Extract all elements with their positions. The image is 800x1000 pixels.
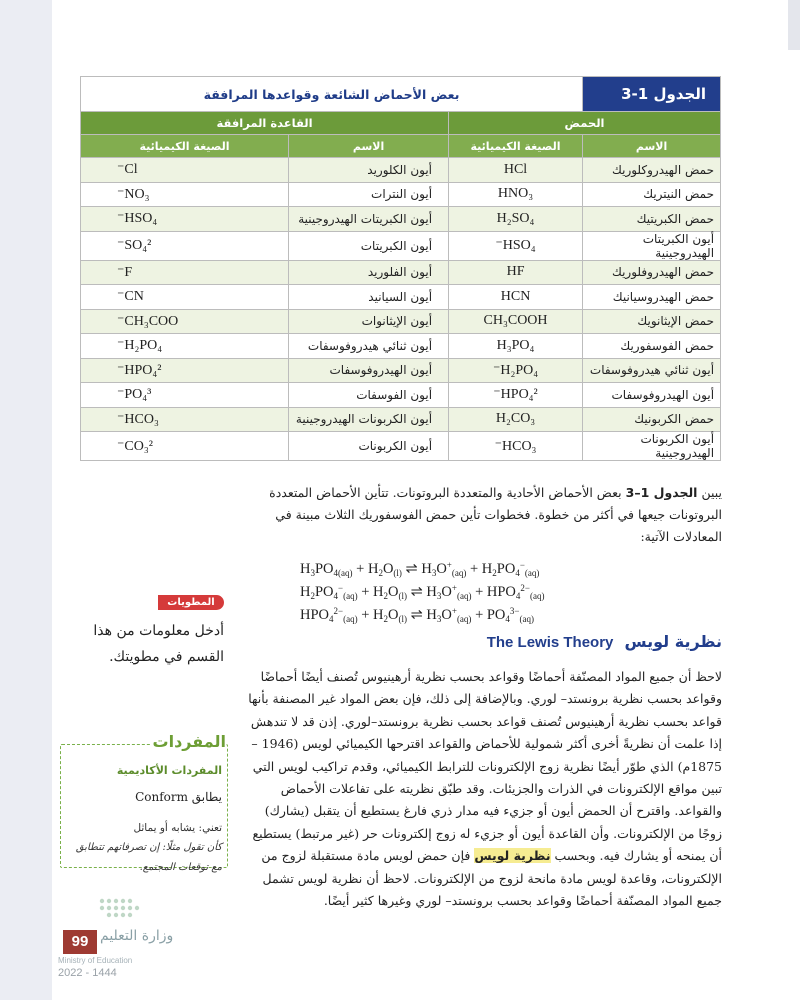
table-row	[81, 358, 721, 383]
col-header-base-name: الاسم	[289, 135, 449, 158]
equilibrium-arrow: ⇌	[410, 607, 423, 623]
table-row	[81, 182, 721, 207]
acid-name-cell: حمض الهيدروكلوريك	[583, 158, 721, 183]
col-header-acid-name: الاسم	[583, 135, 721, 158]
base-formula-cell: CO₃²⁻	[81, 432, 289, 461]
base-name-cell: أيون الإيثانوات	[289, 309, 449, 334]
equilibrium-arrow: ⇌	[405, 561, 418, 577]
base-formula-cell: NO₃⁻	[81, 182, 289, 207]
base-formula-cell: F⁻	[81, 260, 289, 285]
vocabulary-definition	[64, 818, 222, 878]
base-name-cell: أيون السيانيد	[289, 285, 449, 310]
lewis-text-after: فإن حمض لويس مادة مستقبلة لزوج من الإلكترونات، وقاعدة لويس مادة مانحة لزوج من الإلكترونات. لاحظ أن نظرية لويس تشمل جميع المواد المصنّفة أحماضًا وقواعد بحسب برونستد– لوري وغيرها كثير أيضًا.	[261, 848, 722, 909]
acid-name-cell: حمض الفوسفوريك	[583, 334, 721, 359]
table-title: بعض الأحماض الشائعة وقواعدها المرافقة	[81, 77, 583, 112]
table-reference: الجدول 1–3	[625, 485, 698, 500]
definition-text: تعني: يشابه أو يماثل	[133, 822, 222, 834]
ministry-name-en: Ministry of Education	[58, 956, 133, 965]
acids-bases-table	[80, 76, 721, 461]
acid-name-cell: حمض الهيدروسيانيك	[583, 285, 721, 310]
base-name-cell: أيون الفوسفات	[289, 383, 449, 408]
edition-year: 2022 - 1444	[58, 967, 117, 979]
ministry-logo-icon	[94, 895, 144, 929]
base-name-cell: أيون الفلوريد	[289, 260, 449, 285]
base-name-cell: أيون الكبريتات	[289, 231, 449, 260]
acid-formula-cell: HNO₃	[449, 182, 583, 207]
intro-text: بعض الأحماض الأحادية والمتعددة البروتونات. تتأين الأحماض المتعددة البروتونات جيعها في أكثر من خطوة. فخطوات تأين حمض الفوسفوريك الثلاث مبينة في المعادلات الآتية:	[269, 485, 722, 544]
col-header-acid-formula: الصيغة الكيميائية	[449, 135, 583, 158]
acid-formula-cell: H₃PO₄	[449, 334, 583, 359]
lewis-text-before: لاحظ أن جميع المواد المصنّفة أحماضًا وقواعد بحسب نظرية أرهينيوس تُصنف أيضًا أحماضًا وقواعد بحسب نظرية برونستد– لوري. وبالإضافة إلى ذلك، فإن بعض المواد غير المصنفة بأنها قواعد بحسب نظرية أرهينيوس تُصنف قواعد بحسب نظرية برونستد–لوري. إذن قد لا تندهش إذا علمت أن نظريةً أخرى أكثر شمولية للأحماض والقواعد اقترحها الكيميائي لويس (1946 – 1875م) الذي طوّر أيضًا نظرية زوج الإلكترونات للترابط الكيميائي، وقدم تراكيب لويس التي تبين مواقع الإلكترونات في الذرات والجزيئات. وقد طبّق نظريته على تفاعلات الأحماض والقواعد. واقترح أن الحمض أيون أو جزيء فيه مدار ذري فارغ يستطيع أن يتقبل (يشارك) زوجًا من الإلكترونات. وأن القاعدة أيون أو جزيء له زوج إلكترونات حر (غير مرتبط) يستطيع أن يمنحه أو يشارك فيه. وبحسب	[248, 669, 722, 864]
acid-formula-cell: CH₃COOH	[449, 309, 583, 334]
section-heading	[460, 632, 722, 658]
acid-formula-cell: HSO₄⁻	[449, 231, 583, 260]
table-row	[81, 383, 721, 408]
group-header-base: القاعدة المرافقة	[81, 112, 449, 135]
col-header-base-formula: الصيغة الكيميائية	[81, 135, 289, 158]
acid-name-cell: حمض الهيدروفلوريك	[583, 260, 721, 285]
section-heading-ar: نظرية لويس	[624, 632, 722, 651]
acid-formula-cell: H₂SO₄	[449, 207, 583, 232]
page-number: 99	[63, 930, 97, 954]
lewis-paragraph	[238, 666, 722, 912]
equilibrium-arrow: ⇌	[410, 584, 423, 600]
acid-name-cell: حمض الكبريتيك	[583, 207, 721, 232]
table-row	[81, 407, 721, 432]
example-text: كأن تقول مثلًا: إن تصرفاتهم تتطابق مع توقعات المجتمع.	[75, 842, 222, 873]
table-row	[81, 158, 721, 183]
margin-strip	[0, 0, 52, 1000]
base-formula-cell: CH₃COO⁻	[81, 309, 289, 334]
acid-formula-cell: H₂PO₄⁻	[449, 358, 583, 383]
base-name-cell: أيون النترات	[289, 182, 449, 207]
table-row	[81, 285, 721, 310]
table-body	[81, 158, 721, 461]
vocabulary-subtitle: المفردات الأكاديمية	[116, 764, 222, 777]
base-name-cell: أيون الكربونات الهيدروجينية	[289, 407, 449, 432]
vocabulary-term: يطابق Conform	[135, 790, 222, 804]
acid-name-cell: أيون الهيدروفوسفات	[583, 383, 721, 408]
acid-name-cell: حمض الكربونيك	[583, 407, 721, 432]
highlighted-term: نظرية لويس	[474, 848, 551, 864]
table-row	[81, 432, 721, 461]
table-row	[81, 260, 721, 285]
base-name-cell: أيون ثنائي هيدروفوسفات	[289, 334, 449, 359]
acid-name-cell: أيون الكبريتات الهيدروجينية	[583, 231, 721, 260]
base-formula-cell: HCO₃⁻	[81, 407, 289, 432]
base-formula-cell: HSO₄⁻	[81, 207, 289, 232]
base-formula-cell: Cl⁻	[81, 158, 289, 183]
equation-3: $HPO_4^{2-}_{(aq)} + H_2O_{(l)}$ ⇌ $H_3O^+_{(aq)} + PO_4^{3-}_{(aq)}$	[300, 606, 534, 624]
base-formula-cell: H₂PO₄⁻	[81, 334, 289, 359]
base-name-cell: أيون الكبريتات الهيدروجينية	[289, 207, 449, 232]
base-formula-cell: PO₄³⁻	[81, 383, 289, 408]
table-row	[81, 309, 721, 334]
top-edge-mark	[788, 0, 800, 50]
acid-formula-cell: H₂CO₃	[449, 407, 583, 432]
base-name-cell: أيون الهيدروفوسفات	[289, 358, 449, 383]
acid-name-cell: حمض الإيثانويك	[583, 309, 721, 334]
equation-2: $H_2PO_4^-_{(aq)} + H_2O_{(l)}$ ⇌ $H_3O^+_{(aq)} + HPO_4^{2-}_{(aq)}$	[300, 583, 545, 601]
vocabulary-title: المفردات	[150, 732, 226, 751]
section-heading-en: The Lewis Theory	[486, 634, 614, 651]
base-formula-cell: CN⁻	[81, 285, 289, 310]
acid-formula-cell: HPO₄²⁻	[449, 383, 583, 408]
table-row	[81, 231, 721, 260]
table-number: الجدول 1-3	[583, 77, 721, 112]
base-name-cell: أيون الكلوريد	[289, 158, 449, 183]
intro-lead: يبين	[701, 485, 722, 500]
base-formula-cell: SO₄²⁻	[81, 231, 289, 260]
acid-formula-cell: HCl	[449, 158, 583, 183]
intro-paragraph	[238, 482, 722, 548]
base-name-cell: أيون الكربونات	[289, 432, 449, 461]
foldables-text: أدخل معلومات من هذا القسم في مطويتك.	[93, 623, 224, 665]
acid-formula-cell: HCN	[449, 285, 583, 310]
equation-1: $H_3PO_{4(aq)} + H_2O_{(l)}$ ⇌ $H_3O^+_{(aq)} + H_2PO_4^-_{(aq)}$	[300, 560, 540, 578]
base-formula-cell: HPO₄²⁻	[81, 358, 289, 383]
acid-name-cell: أيون الكربونات الهيدروجينية	[583, 432, 721, 461]
table-row	[81, 207, 721, 232]
acid-name-cell: حمض النيتريك	[583, 182, 721, 207]
table-row	[81, 334, 721, 359]
acid-formula-cell: HCO₃⁻	[449, 432, 583, 461]
acid-name-cell: أيون ثنائي هيدروفوسفات	[583, 358, 721, 383]
group-header-acid: الحمض	[449, 112, 721, 135]
equations-block	[300, 554, 630, 623]
foldables-tag: المطويات	[158, 595, 224, 610]
acid-formula-cell: HF	[449, 260, 583, 285]
ministry-name-ar: وزارة التعليم	[100, 928, 174, 944]
